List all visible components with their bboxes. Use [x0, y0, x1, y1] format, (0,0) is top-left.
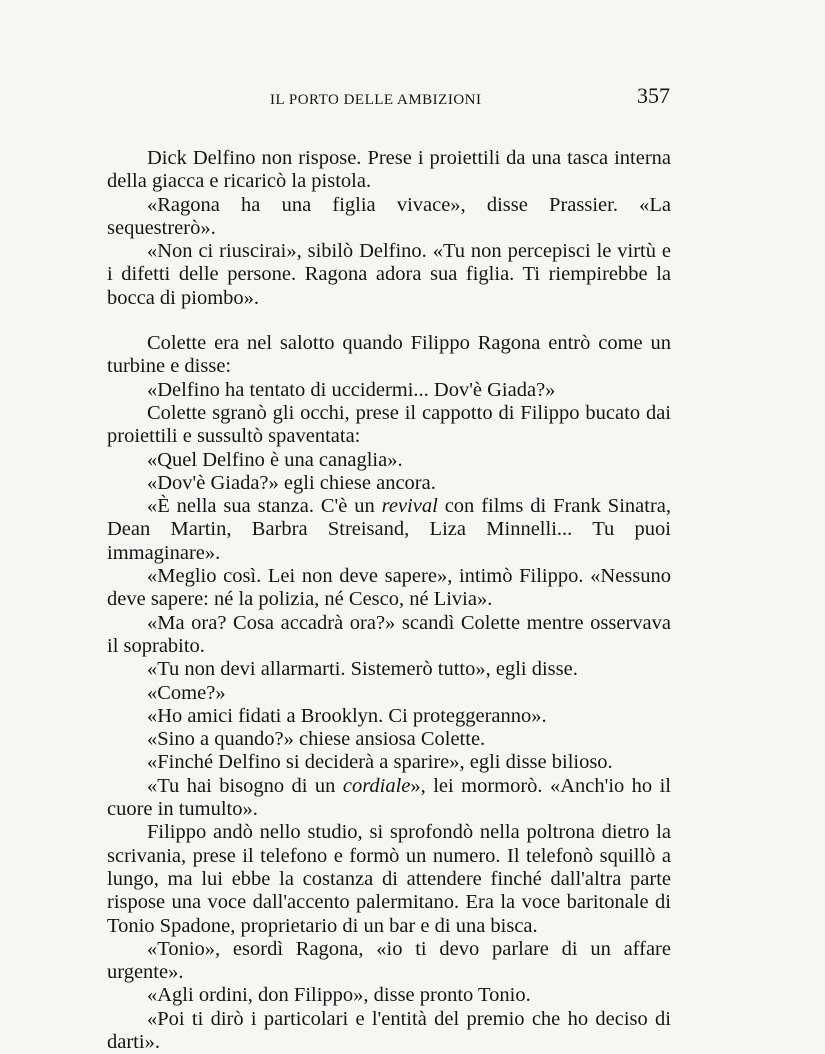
paragraph: «Tu hai bisogno di un cordiale», lei mormorò. «Anch'io ho il cuore in tumulto». [107, 774, 671, 821]
paragraph: «Non ci riuscirai», sibilò Delfino. «Tu non percepisci le virtù e i difetti delle persone. Ragona adora sua figlia. Ti riempirebbe la bocca di piombo». [107, 240, 671, 309]
paragraph: «Delfino ha tentato di uccidermi... Dov'è Giada?» [147, 378, 556, 401]
paragraph: Dick Delfino non rispose. Prese i proiettili da una tasca interna della giacca e ricaricò la pistola. [107, 147, 671, 193]
body-text [107, 147, 671, 1054]
paragraph: «È nella sua stanza. C'è un revival con films di Frank Sinatra, Dean Martin, Barbra Streisand, Liza Minnelli... Tu puoi immaginare». [107, 495, 671, 564]
paragraph: «Dov'è Giada?» egli chiese ancora. [147, 471, 436, 494]
paragraph: «Poi ti dirò i particolari e l'entità del premio che ho deciso di darti». [107, 1007, 671, 1053]
paragraph: «Come?» [147, 681, 226, 704]
running-head [270, 83, 670, 113]
paragraph: «Meglio così. Lei non deve sapere», intimò Filippo. «Nessuno deve sapere: né la polizia, né Cesco, né Livia». [107, 565, 671, 611]
running-title: IL PORTO DELLE AMBIZIONI [270, 92, 482, 108]
paragraph: «Ragona ha una figlia vivace», disse Prassier. «La sequestrerò». [107, 193, 671, 239]
paragraph: «Ma ora? Cosa accadrà ora?» scandì Colette mentre osservava il soprabito. [107, 611, 671, 657]
paragraph: Colette era nel salotto quando Filippo Ragona entrò come un turbine e disse: [107, 332, 671, 378]
paragraph: «Quel Delfino è una canaglia». [147, 448, 403, 471]
paragraph: «Tonio», esordì Ragona, «io ti devo parlare di un affare urgente». [107, 937, 671, 984]
paragraph: «Agli ordini, don Filippo», disse pronto Tonio. [147, 984, 531, 1007]
page-number: 357 [637, 83, 670, 108]
paragraph: Colette sgranò gli occhi, prese il cappotto di Filippo bucato dai proiettili e sussultò spaventata: [107, 401, 671, 448]
paragraph: «Tu non devi allarmarti. Sistemerò tutto», egli disse. [147, 658, 578, 681]
paragraph: Filippo andò nello studio, si sprofondò nella poltrona dietro la scrivania, prese il telefono e formò un numero. Il telefonò squillò a lungo, ma lui ebbe la costanza di attendere finché dall'altra parte rispose una voce dall'accento palermitano. Era la voce baritonale di Tonio Spadone, proprietario di un bar e di una bisca. [107, 821, 671, 937]
paragraph: «Finché Delfino si deciderà a sparire», egli disse bilioso. [147, 751, 613, 774]
paragraph: «Ho amici fidati a Brooklyn. Ci proteggeranno». [147, 704, 547, 727]
paragraph: «Sino a quando?» chiese ansiosa Colette. [147, 728, 486, 751]
